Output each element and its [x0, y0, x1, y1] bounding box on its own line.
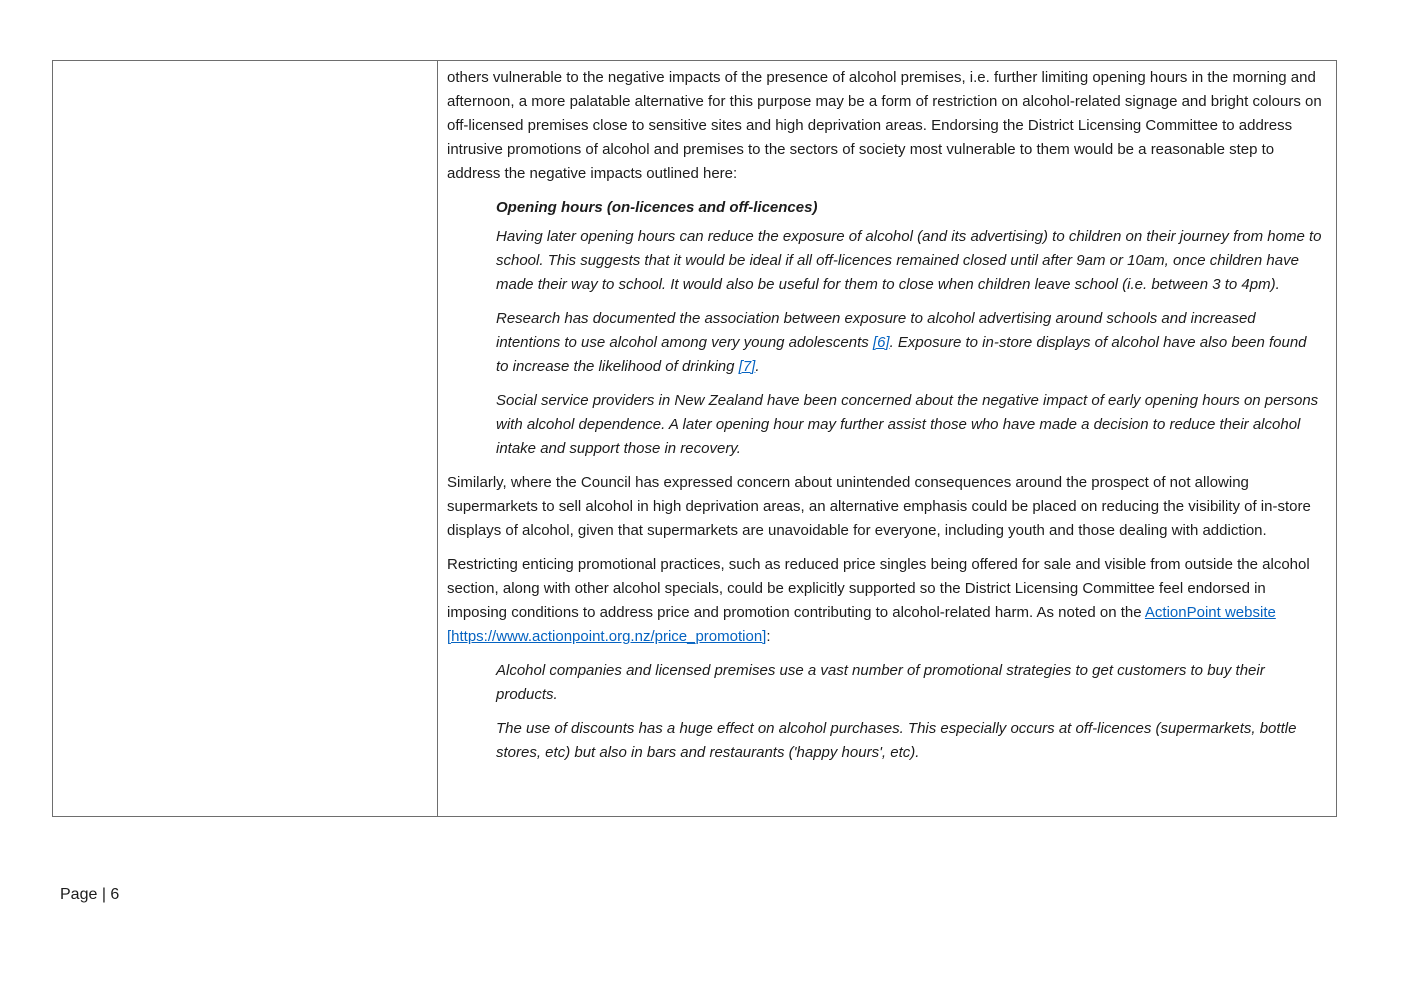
quote-research-text-1: Research has documented the association between exposure to alcohol advertising around schools and increased intentions to use alcohol among very young adolescents: [496, 310, 1256, 351]
paragraph-intro: others vulnerable to the negative impacts of the presence of alcohol premises, i.e. further limiting opening hours in the morning and afternoon, a more palatable alternative for this purpose may be a form of restriction on alcohol-related signage and bright colours on off-licensed premises close to sensitive sites and high deprivation areas. Endorsing the District Licensing Committee to address intrusive promotions of alcohol and premises to the sectors of society most vulnerable to them would be a reasonable step to address the negative impacts outlined here:: [447, 69, 1322, 182]
quote-research-text-3: .: [755, 358, 760, 375]
quote-social-service: Social service providers in New Zealand have been concerned about the negative impact of early opening hours on persons with alcohol dependence. A later opening hour may further assist those who have made a decision to reduce their alcohol intake and support those in recovery.: [496, 392, 1319, 457]
reference-7-link[interactable]: [7]: [738, 358, 756, 375]
table-left-column-empty: [53, 61, 438, 816]
paragraph-restricting: [447, 553, 1322, 649]
heading-opening-hours: Opening hours (on-licences and off-licences): [496, 199, 818, 216]
paragraph-restricting-text-2: :: [766, 628, 771, 645]
page-number-footer: Page | 6: [60, 886, 120, 903]
reference-6-link[interactable]: [6]: [872, 334, 890, 351]
quote-alcohol-companies: Alcohol companies and licensed premises use a vast number of promotional strategies to get customers to buy their products.: [496, 662, 1265, 703]
paragraph-similarly: Similarly, where the Council has expressed concern about unintended consequences around the prospect of not allowing supermarkets to sell alcohol in high deprivation areas, an alternative emphasis could be placed on reducing the visibility of in-store displays of alcohol, given that supermarkets are unavoidable for everyone, including youth and those dealing with addiction.: [447, 474, 1311, 539]
paragraph-restricting-text-1: Restricting enticing promotional practices, such as reduced price singles being offered for sale and visible from outside the alcohol section, along with other alcohol specials, could be explicitly supported so the District Licensing Committee feel endorsed in imposing conditions to address price and promotion contributing to alcohol-related harm. As noted on the: [447, 556, 1310, 621]
quote-later-opening-hours: Having later opening hours can reduce the exposure of alcohol (and its advertising) to children on their journey from home to school. This suggests that it would be ideal if all off-licences remained closed until after 9am or 10am, once children have made their way to school. It would also be useful for them to close when children leave school (i.e. between 3 to 4pm).: [496, 228, 1322, 293]
actionpoint-website-link[interactable]: ActionPoint website [https://www.actionpoint.org.nz/price_promotion]: [447, 604, 1276, 645]
table-right-column: [438, 61, 1336, 816]
quote-research-text-2: . Exposure to in-store displays of alcohol have also been found to increase the likelihood of drinking: [496, 334, 1307, 375]
quote-research: [496, 307, 1322, 379]
content-table: [52, 60, 1337, 817]
quote-discounts: The use of discounts has a huge effect on alcohol purchases. This especially occurs at off-licences (supermarkets, bottle stores, etc) but also in bars and restaurants ('happy hours', etc).: [496, 720, 1297, 761]
